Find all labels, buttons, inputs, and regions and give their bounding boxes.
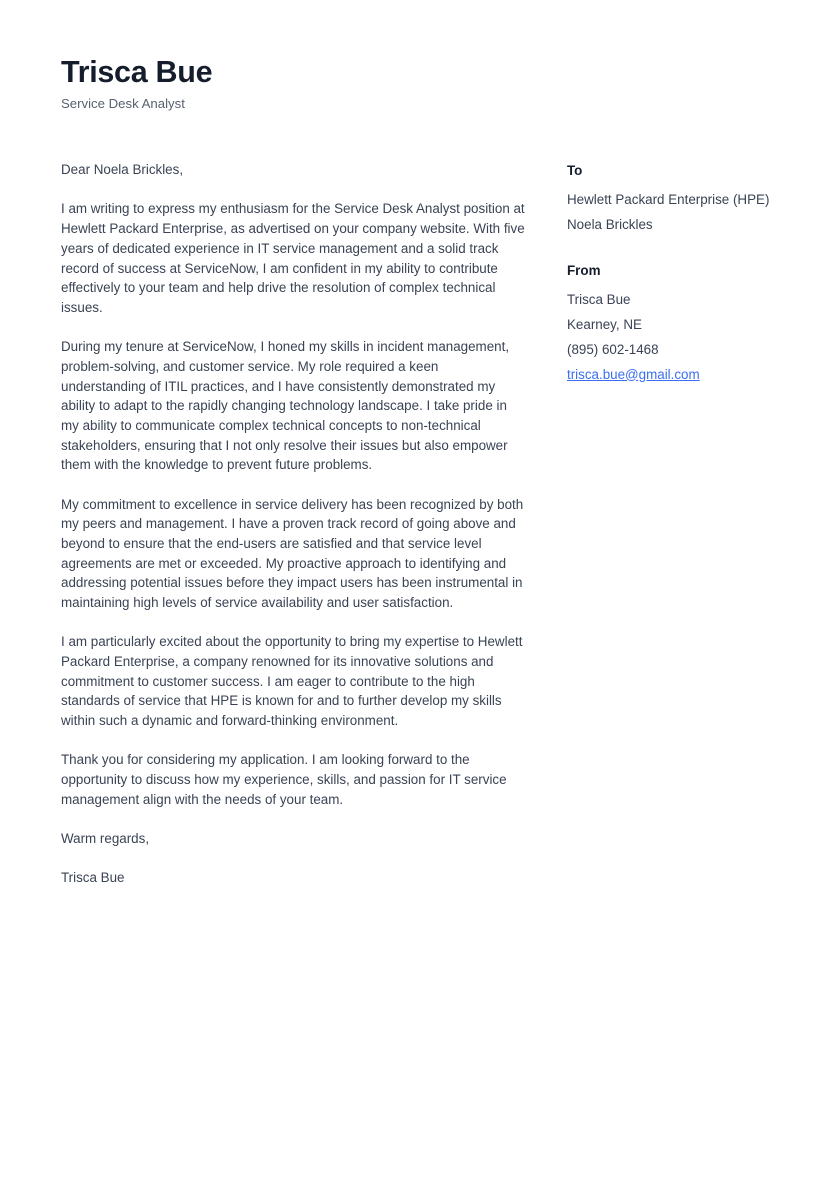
body-paragraph: I am particularly excited about the opportunity to bring my expertise to Hewlett Packard Enterprise, a company renowned for its innovative solutions and commitment to customer success. I am eager to contribute to the high standards of service that HPE is known for and to further develop my skills within such a dynamic and forward-thinking environment. <box>61 634 523 729</box>
recipient-company: Hewlett Packard Enterprise (HPE) <box>567 191 770 207</box>
salutation: Dear Noela Brickles, <box>61 162 184 178</box>
sender-phone: (895) 602-1468 <box>567 341 659 357</box>
sender-email-link[interactable]: trisca.bue@gmail.com <box>567 366 700 382</box>
signature-name: Trisca Bue <box>61 870 125 886</box>
applicant-name: Trisca Bue <box>61 55 213 89</box>
letter-columns <box>61 160 776 888</box>
applicant-job-title: Service Desk Analyst <box>61 96 185 112</box>
letter-meta-column <box>567 160 776 386</box>
closing-salutation: Warm regards, <box>61 830 150 846</box>
sender-location: Kearney, NE <box>567 316 642 332</box>
body-paragraph: Thank you for considering my application. I am looking forward to the opportunity to discuss how my experience, skills, and passion for IT service management align with the needs of your team. <box>61 752 507 807</box>
sender-block <box>567 261 776 387</box>
sender-name: Trisca Bue <box>567 291 631 307</box>
body-paragraph: I am writing to express my enthusiasm for the Service Desk Analyst position at Hewlett Packard Enterprise, as advertised on your company website. With five years of dedicated experience in IT service management and a solid track record of success at ServiceNow, I am confident in my ability to contribute effectively to your team and help drive the resolution of complex technical issues. <box>61 201 525 315</box>
recipient-name: Noela Brickles <box>567 216 653 232</box>
recipient-block <box>567 161 776 237</box>
sender-heading: From <box>567 262 601 278</box>
body-paragraph: During my tenure at ServiceNow, I honed my skills in incident management, problem-solving, and customer service. My role required a keen understanding of ITIL practices, and I have consistently demonstrated my ability to adapt to the rapidly changing technology landscape. I take pride in my ability to communicate complex technical concepts to non-technical stakeholders, ensuring that I not only resolve their issues but also empower them with the knowledge to prevent future problems. <box>61 339 510 473</box>
letter-body-column <box>61 160 525 888</box>
recipient-heading: To <box>567 163 583 179</box>
body-paragraph: My commitment to excellence in service delivery has been recognized by both my peers and management. I have a proven track record of going above and beyond to ensure that the end-users are satisfied and that service level agreements are met or exceeded. My proactive approach to identifying and addressing potential issues before they impact users has been instrumental in maintaining high levels of service availability and user satisfaction. <box>61 496 524 611</box>
letter-header <box>61 55 776 112</box>
